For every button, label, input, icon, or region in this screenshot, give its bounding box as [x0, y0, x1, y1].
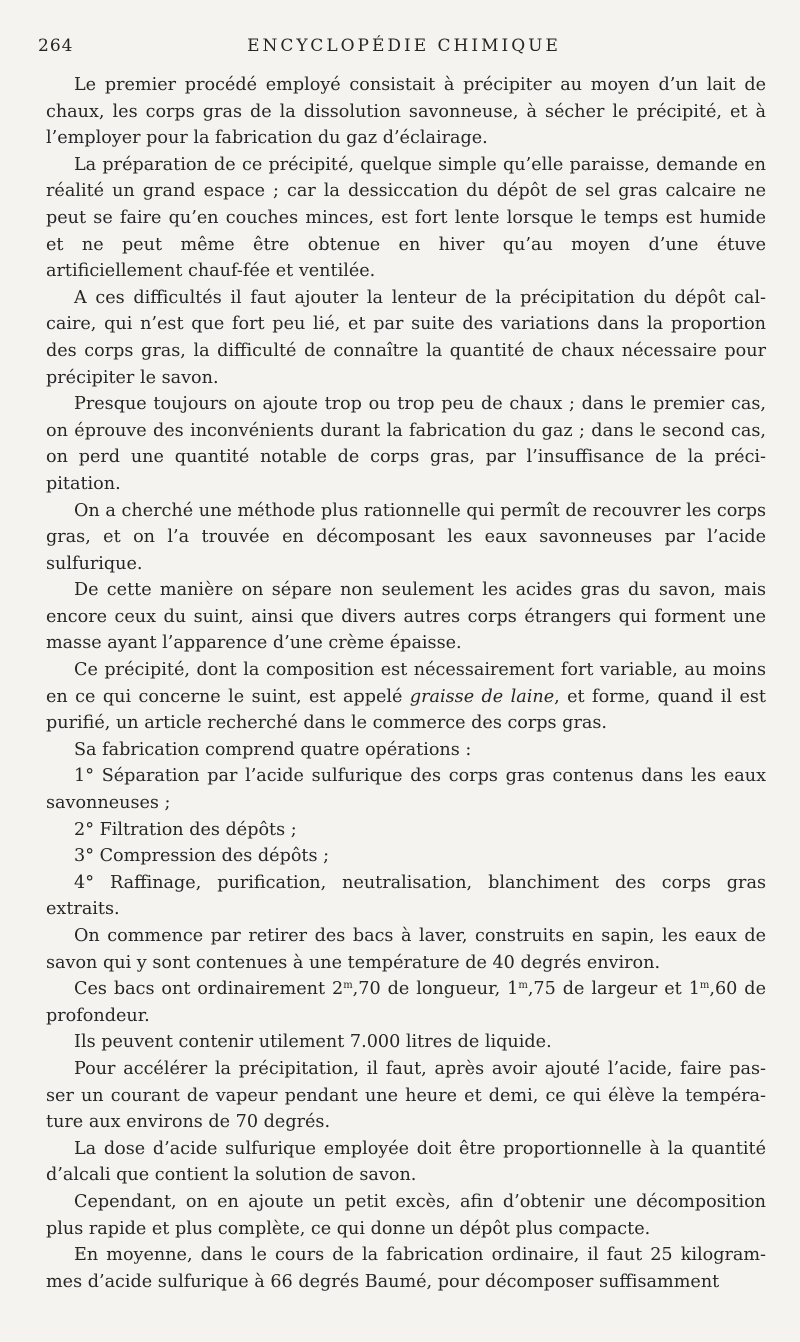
paragraph: Sa fabrication comprend quatre opérations :: [74, 739, 472, 760]
italic-term: graisse de laine: [409, 686, 555, 707]
unit-superscript: m: [343, 980, 353, 992]
body-text: [46, 72, 766, 1295]
running-title: ENCYCLOPÉDIE CHIMIQUE: [247, 36, 561, 56]
paragraph: En moyenne, dans le cours de la fabrication ordinaire, il faut 25 kilogram-mes d’acide sulfurique à 66 degrés Baumé, pour décomposer suffisamment: [46, 1245, 766, 1292]
text-run: Ces bacs ont ordinairement 2: [74, 979, 344, 1000]
unit-superscript: m: [699, 980, 710, 992]
text-run: Ce précipité, dont la composition est nécessairement fort variable, au moins en ce qui concerne le suint, est appelé: [46, 660, 766, 707]
paragraph: A ces difficultés il faut ajouter la lenteur de la précipitation du dépôt cal-caire, qui n’est que fort peu lié, et par suite des variations dans la proportion des corps gras, la difficulté de connaître la quantité de chaux nécessaire pour précipiter le savon.: [46, 287, 766, 388]
paragraph: [46, 976, 766, 1029]
text-run: , et forme, quand il est purifié, un article recherché dans le commerce des corps gras.: [46, 686, 766, 734]
paragraph: Le premier procédé employé consistait à précipiter au moyen d’un lait de chaux, les corps gras de la dissolution savonneuse, à sécher le précipité, et à l’employer pour la fabrication du gaz d’éclairage.: [46, 75, 766, 149]
paragraph: On a cherché une méthode plus rationnelle qui permît de recouvrer les corps gras, et on l’a trouvée en décomposant les eaux savonneuses par l’acide sulfurique.: [46, 500, 766, 574]
list-item: 4° Raffinage, purification, neutralisation, blanchiment des corps gras extraits.: [46, 872, 766, 920]
list-item: 2° Filtration des dépôts ;: [74, 819, 297, 840]
paragraph: La dose d’acide sulfurique employée doit être proportionnelle à la quantité d’alcali que contient la solution de savon.: [46, 1138, 766, 1186]
page-header: [38, 30, 770, 60]
paragraph: Cependant, on en ajoute un petit excès, afin d’obtenir une décomposition plus rapide et plus complète, ce qui donne un dépôt plus compacte.: [46, 1191, 766, 1239]
text-run: ,60 de profondeur.: [46, 979, 766, 1026]
paragraph: Presque toujours on ajoute trop ou trop peu de chaux ; dans le premier cas, on éprouve des inconvénients durant la fabrication du gaz ; dans le second cas, on perd une quantité notable de corps gras, par l’insuffisance de la préci-pitation.: [46, 394, 766, 494]
paragraph: Ils peuvent contenir utilement 7.000 litres de liquide.: [74, 1032, 552, 1053]
paragraph: On commence par retirer des bacs à laver, construits en sapin, les eaux de savon qui y sont contenues à une température de 40 degrés environ.: [46, 926, 766, 973]
unit-superscript: m: [518, 980, 528, 992]
paragraph: Pour accélérer la précipitation, il faut, après avoir ajouté l’acide, faire pas-ser un courant de vapeur pendant une heure et demi, ce qui élève la tempéra-ture aux environs de 70 degrés.: [46, 1058, 766, 1133]
list-item: 3° Compression des dépôts ;: [74, 846, 330, 867]
text-run: ,75 de largeur et 1: [527, 979, 700, 1000]
paragraph: [46, 657, 766, 737]
paragraph: De cette manière on sépare non seulement les acides gras du savon, mais encore ceux du suint, ainsi que divers autres corps étrangers qui forment une masse ayant l’apparence d’une crème épaisse.: [46, 580, 766, 654]
text-run: ,70 de longueur, 1: [352, 979, 519, 1000]
list-item: 1° Séparation par l’acide sulfurique des corps gras contenus dans les eaux savonneuses ;: [46, 766, 766, 814]
page-number: 264: [38, 36, 74, 56]
paragraph: La préparation de ce précipité, quelque simple qu’elle paraisse, demande en réalité un grand espace ; car la dessiccation du dépôt de sel gras calcaire ne peut se faire qu’en couches minces, est fort lente lorsque le temps est humide et ne peut même être obtenue en hiver qu’au moyen d’une étuve artificiellement chauf-fée et ventilée.: [46, 154, 766, 282]
